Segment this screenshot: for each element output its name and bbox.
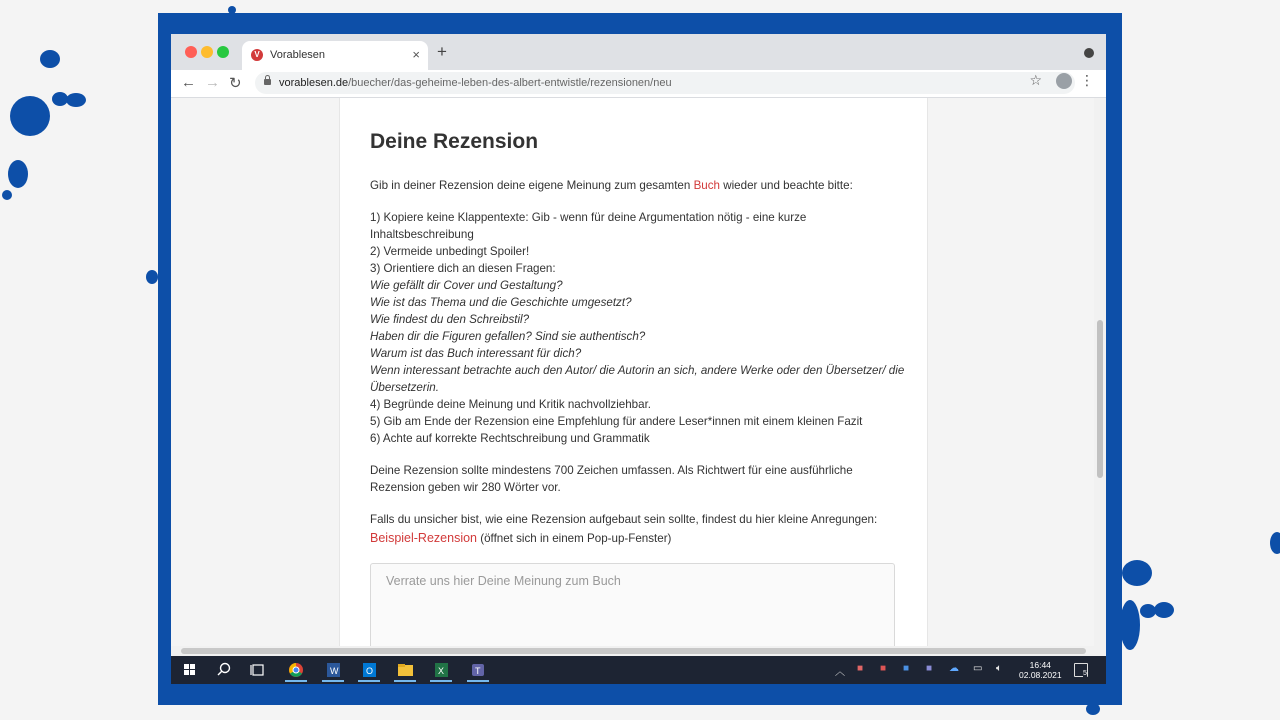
tray-teams-icon[interactable]: ■	[926, 663, 933, 674]
example-review-link[interactable]: Beispiel-Rezension	[370, 531, 478, 545]
window-close-button[interactable]	[185, 46, 197, 58]
svg-text:T: T	[475, 666, 481, 676]
page-viewport	[171, 98, 1106, 646]
bookmark-star-icon[interactable]: ☆	[1029, 72, 1042, 88]
paint-splat	[1140, 604, 1156, 618]
window-maximize-button[interactable]	[217, 46, 229, 58]
url-path: /buecher/das-geheime-leben-des-albert-entwistle/rezensionen/neu	[348, 77, 672, 89]
tab-strip	[171, 34, 1106, 70]
review-textarea[interactable]	[370, 563, 895, 646]
task-view-icon[interactable]	[247, 660, 269, 680]
question-item: Warum ist das Buch interessant für dich?	[370, 347, 582, 360]
paint-splat	[1270, 532, 1280, 554]
taskbar-clock[interactable]	[1019, 660, 1062, 680]
rule-item: 2) Vermeide unbedingt Spoiler!	[370, 245, 530, 258]
lock-icon[interactable]	[264, 79, 271, 85]
back-icon[interactable]: ←	[181, 74, 196, 91]
windows-taskbar	[171, 656, 1106, 684]
rule-item: 4) Begründe deine Meinung und Kritik nachvollziehbar.	[370, 398, 652, 411]
help-text	[370, 511, 910, 548]
paint-splat	[40, 50, 60, 68]
paint-splat	[52, 92, 68, 106]
file-explorer-icon[interactable]	[394, 660, 416, 682]
rule-item: 6) Achte auf korrekte Rechtschreibung und Grammatik	[370, 432, 650, 445]
paint-splat	[1122, 560, 1152, 586]
tray-app-icon[interactable]: ■	[903, 663, 910, 674]
volume-icon[interactable]: 🔈︎	[996, 663, 1002, 674]
review-instructions	[370, 177, 910, 548]
question-item: Wenn interessant betrachte auch den Autor/ die Autorin an sich, andere Werke oder den Übersetzer/ die Übersetzerin.	[370, 364, 905, 394]
battery-icon[interactable]: ▭	[973, 663, 983, 674]
review-form-card	[339, 98, 928, 646]
paint-splat	[1120, 600, 1140, 650]
new-tab-icon[interactable]: +	[437, 42, 447, 61]
page-title: Deine Rezension	[370, 130, 539, 153]
tab-title: Vorablesen	[270, 49, 326, 61]
paint-splat	[2, 190, 12, 200]
close-tab-icon[interactable]: ×	[412, 47, 420, 62]
rule-item: 1) Kopiere keine Klappentexte: Gib - wenn für deine Argumentation nötig - eine kurze Inhaltsbeschreibung	[370, 211, 807, 241]
intro-text	[370, 177, 910, 194]
intro-before: Gib in deiner Rezension deine eigene Meinung zum gesamten	[370, 179, 691, 192]
tray-overflow-icon[interactable]: ︿	[835, 667, 845, 678]
paint-splat	[10, 96, 50, 136]
svg-text:W: W	[330, 666, 339, 676]
length-note: Deine Rezension sollte mindestens 700 Zeichen umfassen. Als Richtwert für eine ausführliche Rezension geben wir 280 Wörter vor.	[370, 464, 853, 494]
svg-text:X: X	[438, 666, 445, 676]
question-item: Wie ist das Thema und die Geschichte umgesetzt?	[370, 296, 632, 309]
vertical-scrollbar[interactable]	[1094, 98, 1106, 646]
paint-splat	[8, 160, 28, 188]
help-after: (öffnet sich in einem Pop-up-Fenster)	[480, 532, 672, 545]
forward-icon[interactable]: →	[205, 74, 220, 91]
paint-splat	[66, 93, 86, 107]
tray-app-icon[interactable]: ■	[857, 663, 864, 674]
window-minimize-button[interactable]	[201, 46, 213, 58]
notification-count: 5	[1083, 670, 1087, 677]
teams-icon[interactable]	[467, 660, 489, 682]
browser-menu-icon[interactable]: ⋮	[1080, 72, 1094, 88]
chrome-icon[interactable]	[285, 660, 307, 682]
help-before: Falls du unsicher bist, wie eine Rezension aufgebaut sein sollte, findest du hier kleine Anregungen:	[370, 513, 878, 526]
question-item: Wie gefällt dir Cover und Gestaltung?	[370, 279, 563, 292]
outlook-icon[interactable]	[358, 660, 380, 682]
horizontal-scrollbar-thumb[interactable]	[181, 648, 1086, 654]
url-text[interactable]	[279, 77, 672, 89]
book-link[interactable]: Buch	[693, 179, 720, 192]
profile-avatar-icon[interactable]	[1056, 73, 1072, 89]
address-bar[interactable]	[255, 72, 1075, 94]
word-icon[interactable]	[322, 660, 344, 682]
browser-toolbar	[171, 70, 1106, 98]
url-host: vorablesen.de	[279, 77, 349, 89]
search-icon[interactable]	[213, 660, 235, 680]
paint-splat	[1154, 602, 1174, 618]
browser-tab[interactable]	[242, 41, 428, 70]
onedrive-icon[interactable]: ☁	[949, 663, 959, 674]
vorablesen-favicon-icon: V	[251, 49, 263, 61]
rule-item: 3) Orientiere dich an diesen Fragen:	[370, 262, 556, 275]
tray-app-icon[interactable]: ■	[880, 663, 887, 674]
clock-date: 02.08.2021	[1019, 670, 1062, 680]
tab-search-icon[interactable]	[1084, 48, 1094, 58]
question-item: Wie findest du den Schreibstil?	[370, 313, 530, 326]
browser-window	[171, 34, 1106, 684]
clock-time: 16:44	[1029, 660, 1051, 670]
question-item: Haben dir die Figuren gefallen? Sind sie authentisch?	[370, 330, 646, 343]
reload-icon[interactable]: ↻	[229, 75, 242, 92]
paint-splat	[146, 270, 158, 284]
intro-after: wieder und beachte bitte:	[723, 179, 853, 192]
excel-icon[interactable]	[430, 660, 452, 682]
vertical-scrollbar-thumb[interactable]	[1097, 320, 1103, 478]
rule-item: 5) Gib am Ende der Rezension eine Empfehlung für andere Leser*innen mit einem kleinen Fazit	[370, 415, 863, 428]
windows-start-icon[interactable]	[179, 660, 201, 680]
horizontal-scrollbar[interactable]	[171, 646, 1106, 656]
svg-text:O: O	[366, 666, 374, 676]
